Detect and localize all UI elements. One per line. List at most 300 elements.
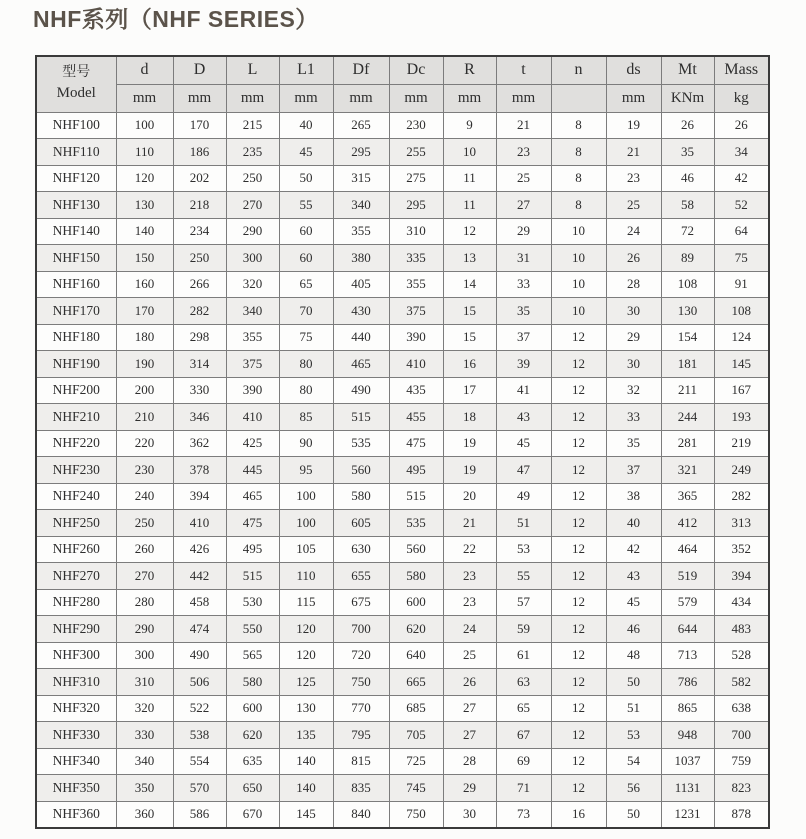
value-cell: 35 bbox=[496, 298, 551, 325]
value-cell: 234 bbox=[173, 218, 226, 245]
value-cell: 45 bbox=[496, 430, 551, 457]
value-cell: 410 bbox=[173, 510, 226, 537]
value-cell: 202 bbox=[173, 165, 226, 192]
value-cell: 211 bbox=[661, 377, 714, 404]
value-cell: 426 bbox=[173, 536, 226, 563]
value-cell: 12 bbox=[551, 642, 606, 669]
value-cell: 100 bbox=[279, 483, 333, 510]
table-row bbox=[36, 218, 769, 245]
value-cell: 580 bbox=[226, 669, 279, 696]
value-cell: 29 bbox=[443, 775, 496, 802]
value-cell: 30 bbox=[606, 298, 661, 325]
model-cell: NHF200 bbox=[36, 377, 116, 404]
value-cell: 315 bbox=[333, 165, 389, 192]
value-cell: 38 bbox=[606, 483, 661, 510]
value-cell: 21 bbox=[606, 139, 661, 166]
value-cell: 73 bbox=[496, 801, 551, 828]
table-row bbox=[36, 457, 769, 484]
value-cell: 210 bbox=[116, 404, 173, 431]
value-cell: 700 bbox=[714, 722, 769, 749]
value-cell: 823 bbox=[714, 775, 769, 802]
value-cell: 644 bbox=[661, 616, 714, 643]
value-cell: 948 bbox=[661, 722, 714, 749]
value-cell: 650 bbox=[226, 775, 279, 802]
value-cell: 15 bbox=[443, 324, 496, 351]
value-cell: 33 bbox=[496, 271, 551, 298]
value-cell: 27 bbox=[443, 722, 496, 749]
value-cell: 115 bbox=[279, 589, 333, 616]
value-cell: 108 bbox=[661, 271, 714, 298]
table-row bbox=[36, 722, 769, 749]
value-cell: 12 bbox=[551, 695, 606, 722]
value-cell: 275 bbox=[389, 165, 443, 192]
value-cell: 10 bbox=[551, 245, 606, 272]
value-cell: 193 bbox=[714, 404, 769, 431]
col-header-Mass: Mass bbox=[714, 56, 769, 85]
value-cell: 64 bbox=[714, 218, 769, 245]
value-cell: 630 bbox=[333, 536, 389, 563]
model-cell: NHF160 bbox=[36, 271, 116, 298]
value-cell: 12 bbox=[551, 669, 606, 696]
table-row bbox=[36, 642, 769, 669]
value-cell: 11 bbox=[443, 192, 496, 219]
col-header-Mt: Mt bbox=[661, 56, 714, 85]
value-cell: 50 bbox=[606, 801, 661, 828]
value-cell: 70 bbox=[279, 298, 333, 325]
value-cell: 130 bbox=[116, 192, 173, 219]
table-row bbox=[36, 377, 769, 404]
value-cell: 12 bbox=[551, 483, 606, 510]
value-cell: 465 bbox=[226, 483, 279, 510]
value-cell: 28 bbox=[443, 748, 496, 775]
value-cell: 120 bbox=[279, 642, 333, 669]
value-cell: 840 bbox=[333, 801, 389, 828]
model-cell: NHF240 bbox=[36, 483, 116, 510]
value-cell: 786 bbox=[661, 669, 714, 696]
table-row bbox=[36, 563, 769, 590]
value-cell: 335 bbox=[389, 245, 443, 272]
value-cell: 535 bbox=[333, 430, 389, 457]
value-cell: 320 bbox=[116, 695, 173, 722]
value-cell: 750 bbox=[333, 669, 389, 696]
value-cell: 458 bbox=[173, 589, 226, 616]
value-cell: 89 bbox=[661, 245, 714, 272]
value-cell: 125 bbox=[279, 669, 333, 696]
value-cell: 795 bbox=[333, 722, 389, 749]
value-cell: 378 bbox=[173, 457, 226, 484]
value-cell: 46 bbox=[606, 616, 661, 643]
model-cell: NHF230 bbox=[36, 457, 116, 484]
value-cell: 230 bbox=[116, 457, 173, 484]
value-cell: 12 bbox=[551, 404, 606, 431]
value-cell: 24 bbox=[443, 616, 496, 643]
model-cell: NHF350 bbox=[36, 775, 116, 802]
value-cell: 235 bbox=[226, 139, 279, 166]
model-cell: NHF250 bbox=[36, 510, 116, 537]
value-cell: 35 bbox=[661, 139, 714, 166]
value-cell: 56 bbox=[606, 775, 661, 802]
header-unit-row bbox=[36, 84, 769, 112]
value-cell: 53 bbox=[606, 722, 661, 749]
value-cell: 250 bbox=[226, 165, 279, 192]
value-cell: 167 bbox=[714, 377, 769, 404]
value-cell: 580 bbox=[389, 563, 443, 590]
value-cell: 43 bbox=[496, 404, 551, 431]
value-cell: 120 bbox=[279, 616, 333, 643]
value-cell: 29 bbox=[496, 218, 551, 245]
table-row bbox=[36, 139, 769, 166]
value-cell: 12 bbox=[443, 218, 496, 245]
table-row bbox=[36, 351, 769, 378]
value-cell: 67 bbox=[496, 722, 551, 749]
value-cell: 130 bbox=[661, 298, 714, 325]
value-cell: 12 bbox=[551, 563, 606, 590]
table-row bbox=[36, 589, 769, 616]
value-cell: 745 bbox=[389, 775, 443, 802]
value-cell: 720 bbox=[333, 642, 389, 669]
value-cell: 620 bbox=[226, 722, 279, 749]
model-cell: NHF270 bbox=[36, 563, 116, 590]
value-cell: 355 bbox=[389, 271, 443, 298]
value-cell: 26 bbox=[443, 669, 496, 696]
value-cell: 290 bbox=[116, 616, 173, 643]
value-cell: 295 bbox=[389, 192, 443, 219]
value-cell: 464 bbox=[661, 536, 714, 563]
value-cell: 340 bbox=[226, 298, 279, 325]
value-cell: 35 bbox=[606, 430, 661, 457]
value-cell: 219 bbox=[714, 430, 769, 457]
value-cell: 10 bbox=[443, 139, 496, 166]
value-cell: 495 bbox=[226, 536, 279, 563]
value-cell: 51 bbox=[606, 695, 661, 722]
value-cell: 474 bbox=[173, 616, 226, 643]
value-cell: 295 bbox=[333, 139, 389, 166]
value-cell: 60 bbox=[279, 218, 333, 245]
value-cell: 13 bbox=[443, 245, 496, 272]
value-cell: 21 bbox=[443, 510, 496, 537]
value-cell: 230 bbox=[389, 112, 443, 139]
value-cell: 75 bbox=[714, 245, 769, 272]
model-cell: NHF130 bbox=[36, 192, 116, 219]
value-cell: 528 bbox=[714, 642, 769, 669]
value-cell: 270 bbox=[116, 563, 173, 590]
value-cell: 490 bbox=[173, 642, 226, 669]
model-cell: NHF220 bbox=[36, 430, 116, 457]
value-cell: 12 bbox=[551, 351, 606, 378]
value-cell: 105 bbox=[279, 536, 333, 563]
page-title: NHF系列（NHF SERIES） bbox=[33, 6, 319, 32]
model-cell: NHF310 bbox=[36, 669, 116, 696]
value-cell: 8 bbox=[551, 112, 606, 139]
value-cell: 250 bbox=[116, 510, 173, 537]
value-cell: 18 bbox=[443, 404, 496, 431]
value-cell: 365 bbox=[661, 483, 714, 510]
unit-R: mm bbox=[443, 84, 496, 112]
value-cell: 140 bbox=[279, 775, 333, 802]
value-cell: 170 bbox=[173, 112, 226, 139]
value-cell: 605 bbox=[333, 510, 389, 537]
value-cell: 265 bbox=[333, 112, 389, 139]
value-cell: 110 bbox=[116, 139, 173, 166]
model-cell: NHF260 bbox=[36, 536, 116, 563]
value-cell: 244 bbox=[661, 404, 714, 431]
value-cell: 215 bbox=[226, 112, 279, 139]
value-cell: 290 bbox=[226, 218, 279, 245]
header-label-row bbox=[36, 56, 769, 85]
value-cell: 37 bbox=[606, 457, 661, 484]
value-cell: 240 bbox=[116, 483, 173, 510]
col-header-L1: L1 bbox=[279, 56, 333, 85]
value-cell: 52 bbox=[714, 192, 769, 219]
unit-L1: mm bbox=[279, 84, 333, 112]
value-cell: 298 bbox=[173, 324, 226, 351]
value-cell: 42 bbox=[714, 165, 769, 192]
value-cell: 54 bbox=[606, 748, 661, 775]
value-cell: 281 bbox=[661, 430, 714, 457]
value-cell: 61 bbox=[496, 642, 551, 669]
value-cell: 12 bbox=[551, 748, 606, 775]
value-cell: 28 bbox=[606, 271, 661, 298]
value-cell: 579 bbox=[661, 589, 714, 616]
value-cell: 535 bbox=[389, 510, 443, 537]
value-cell: 1131 bbox=[661, 775, 714, 802]
value-cell: 260 bbox=[116, 536, 173, 563]
value-cell: 80 bbox=[279, 351, 333, 378]
value-cell: 560 bbox=[389, 536, 443, 563]
value-cell: 19 bbox=[443, 457, 496, 484]
col-header-d: d bbox=[116, 56, 173, 85]
value-cell: 310 bbox=[389, 218, 443, 245]
unit-Mt: KNm bbox=[661, 84, 714, 112]
value-cell: 30 bbox=[606, 351, 661, 378]
value-cell: 1037 bbox=[661, 748, 714, 775]
value-cell: 435 bbox=[389, 377, 443, 404]
value-cell: 394 bbox=[173, 483, 226, 510]
table-row bbox=[36, 324, 769, 351]
value-cell: 405 bbox=[333, 271, 389, 298]
value-cell: 255 bbox=[389, 139, 443, 166]
value-cell: 150 bbox=[116, 245, 173, 272]
table-row bbox=[36, 404, 769, 431]
value-cell: 12 bbox=[551, 616, 606, 643]
value-cell: 394 bbox=[714, 563, 769, 590]
value-cell: 40 bbox=[606, 510, 661, 537]
value-cell: 412 bbox=[661, 510, 714, 537]
value-cell: 19 bbox=[606, 112, 661, 139]
value-cell: 313 bbox=[714, 510, 769, 537]
value-cell: 25 bbox=[606, 192, 661, 219]
unit-Df: mm bbox=[333, 84, 389, 112]
value-cell: 27 bbox=[443, 695, 496, 722]
value-cell: 37 bbox=[496, 324, 551, 351]
table-row bbox=[36, 669, 769, 696]
table-body bbox=[36, 112, 769, 828]
value-cell: 190 bbox=[116, 351, 173, 378]
value-cell: 53 bbox=[496, 536, 551, 563]
value-cell: 665 bbox=[389, 669, 443, 696]
value-cell: 25 bbox=[443, 642, 496, 669]
value-cell: 39 bbox=[496, 351, 551, 378]
value-cell: 352 bbox=[714, 536, 769, 563]
value-cell: 65 bbox=[279, 271, 333, 298]
table-row bbox=[36, 695, 769, 722]
value-cell: 580 bbox=[333, 483, 389, 510]
value-cell: 41 bbox=[496, 377, 551, 404]
value-cell: 455 bbox=[389, 404, 443, 431]
value-cell: 554 bbox=[173, 748, 226, 775]
value-cell: 180 bbox=[116, 324, 173, 351]
value-cell: 1231 bbox=[661, 801, 714, 828]
value-cell: 640 bbox=[389, 642, 443, 669]
model-cell: NHF100 bbox=[36, 112, 116, 139]
value-cell: 495 bbox=[389, 457, 443, 484]
value-cell: 50 bbox=[279, 165, 333, 192]
value-cell: 26 bbox=[606, 245, 661, 272]
value-cell: 140 bbox=[116, 218, 173, 245]
value-cell: 25 bbox=[496, 165, 551, 192]
value-cell: 515 bbox=[333, 404, 389, 431]
value-cell: 410 bbox=[389, 351, 443, 378]
value-cell: 705 bbox=[389, 722, 443, 749]
value-cell: 538 bbox=[173, 722, 226, 749]
table-row bbox=[36, 165, 769, 192]
value-cell: 71 bbox=[496, 775, 551, 802]
value-cell: 29 bbox=[606, 324, 661, 351]
value-cell: 390 bbox=[389, 324, 443, 351]
value-cell: 59 bbox=[496, 616, 551, 643]
value-cell: 110 bbox=[279, 563, 333, 590]
value-cell: 835 bbox=[333, 775, 389, 802]
value-cell: 23 bbox=[443, 563, 496, 590]
value-cell: 375 bbox=[226, 351, 279, 378]
value-cell: 570 bbox=[173, 775, 226, 802]
table-row bbox=[36, 271, 769, 298]
table-row bbox=[36, 245, 769, 272]
value-cell: 635 bbox=[226, 748, 279, 775]
value-cell: 442 bbox=[173, 563, 226, 590]
value-cell: 108 bbox=[714, 298, 769, 325]
value-cell: 47 bbox=[496, 457, 551, 484]
unit-Dc: mm bbox=[389, 84, 443, 112]
value-cell: 250 bbox=[173, 245, 226, 272]
model-cell: NHF340 bbox=[36, 748, 116, 775]
value-cell: 140 bbox=[279, 748, 333, 775]
value-cell: 475 bbox=[389, 430, 443, 457]
value-cell: 560 bbox=[333, 457, 389, 484]
value-cell: 42 bbox=[606, 536, 661, 563]
value-cell: 220 bbox=[116, 430, 173, 457]
value-cell: 282 bbox=[714, 483, 769, 510]
value-cell: 9 bbox=[443, 112, 496, 139]
value-cell: 12 bbox=[551, 430, 606, 457]
value-cell: 249 bbox=[714, 457, 769, 484]
value-cell: 759 bbox=[714, 748, 769, 775]
value-cell: 130 bbox=[279, 695, 333, 722]
value-cell: 355 bbox=[333, 218, 389, 245]
unit-ds: mm bbox=[606, 84, 661, 112]
value-cell: 12 bbox=[551, 775, 606, 802]
value-cell: 12 bbox=[551, 377, 606, 404]
unit-t: mm bbox=[496, 84, 551, 112]
value-cell: 310 bbox=[116, 669, 173, 696]
model-cell: NHF300 bbox=[36, 642, 116, 669]
value-cell: 200 bbox=[116, 377, 173, 404]
value-cell: 445 bbox=[226, 457, 279, 484]
table-row bbox=[36, 192, 769, 219]
model-cell: NHF280 bbox=[36, 589, 116, 616]
value-cell: 362 bbox=[173, 430, 226, 457]
value-cell: 23 bbox=[606, 165, 661, 192]
nhf-series-table bbox=[35, 55, 770, 830]
value-cell: 750 bbox=[389, 801, 443, 828]
value-cell: 16 bbox=[551, 801, 606, 828]
unit-D: mm bbox=[173, 84, 226, 112]
value-cell: 60 bbox=[279, 245, 333, 272]
value-cell: 483 bbox=[714, 616, 769, 643]
value-cell: 12 bbox=[551, 510, 606, 537]
value-cell: 8 bbox=[551, 165, 606, 192]
value-cell: 72 bbox=[661, 218, 714, 245]
model-header-zh: 型号 bbox=[62, 65, 91, 81]
value-cell: 12 bbox=[551, 324, 606, 351]
model-cell: NHF170 bbox=[36, 298, 116, 325]
value-cell: 145 bbox=[714, 351, 769, 378]
value-cell: 346 bbox=[173, 404, 226, 431]
value-cell: 58 bbox=[661, 192, 714, 219]
value-cell: 550 bbox=[226, 616, 279, 643]
value-cell: 425 bbox=[226, 430, 279, 457]
value-cell: 218 bbox=[173, 192, 226, 219]
unit-d: mm bbox=[116, 84, 173, 112]
value-cell: 280 bbox=[116, 589, 173, 616]
col-header-L: L bbox=[226, 56, 279, 85]
value-cell: 380 bbox=[333, 245, 389, 272]
value-cell: 10 bbox=[551, 271, 606, 298]
value-cell: 51 bbox=[496, 510, 551, 537]
value-cell: 22 bbox=[443, 536, 496, 563]
value-cell: 475 bbox=[226, 510, 279, 537]
value-cell: 506 bbox=[173, 669, 226, 696]
value-cell: 330 bbox=[173, 377, 226, 404]
value-cell: 600 bbox=[389, 589, 443, 616]
value-cell: 340 bbox=[116, 748, 173, 775]
value-cell: 440 bbox=[333, 324, 389, 351]
model-cell: NHF330 bbox=[36, 722, 116, 749]
value-cell: 23 bbox=[443, 589, 496, 616]
value-cell: 45 bbox=[606, 589, 661, 616]
value-cell: 27 bbox=[496, 192, 551, 219]
col-header-Dc: Dc bbox=[389, 56, 443, 85]
value-cell: 320 bbox=[226, 271, 279, 298]
value-cell: 95 bbox=[279, 457, 333, 484]
value-cell: 26 bbox=[661, 112, 714, 139]
value-cell: 515 bbox=[389, 483, 443, 510]
model-cell: NHF210 bbox=[36, 404, 116, 431]
value-cell: 55 bbox=[279, 192, 333, 219]
value-cell: 10 bbox=[551, 218, 606, 245]
value-cell: 638 bbox=[714, 695, 769, 722]
col-header-ds: ds bbox=[606, 56, 661, 85]
value-cell: 713 bbox=[661, 642, 714, 669]
table-header bbox=[36, 56, 769, 113]
value-cell: 12 bbox=[551, 722, 606, 749]
value-cell: 65 bbox=[496, 695, 551, 722]
value-cell: 350 bbox=[116, 775, 173, 802]
value-cell: 26 bbox=[714, 112, 769, 139]
value-cell: 40 bbox=[279, 112, 333, 139]
value-cell: 43 bbox=[606, 563, 661, 590]
value-cell: 120 bbox=[116, 165, 173, 192]
